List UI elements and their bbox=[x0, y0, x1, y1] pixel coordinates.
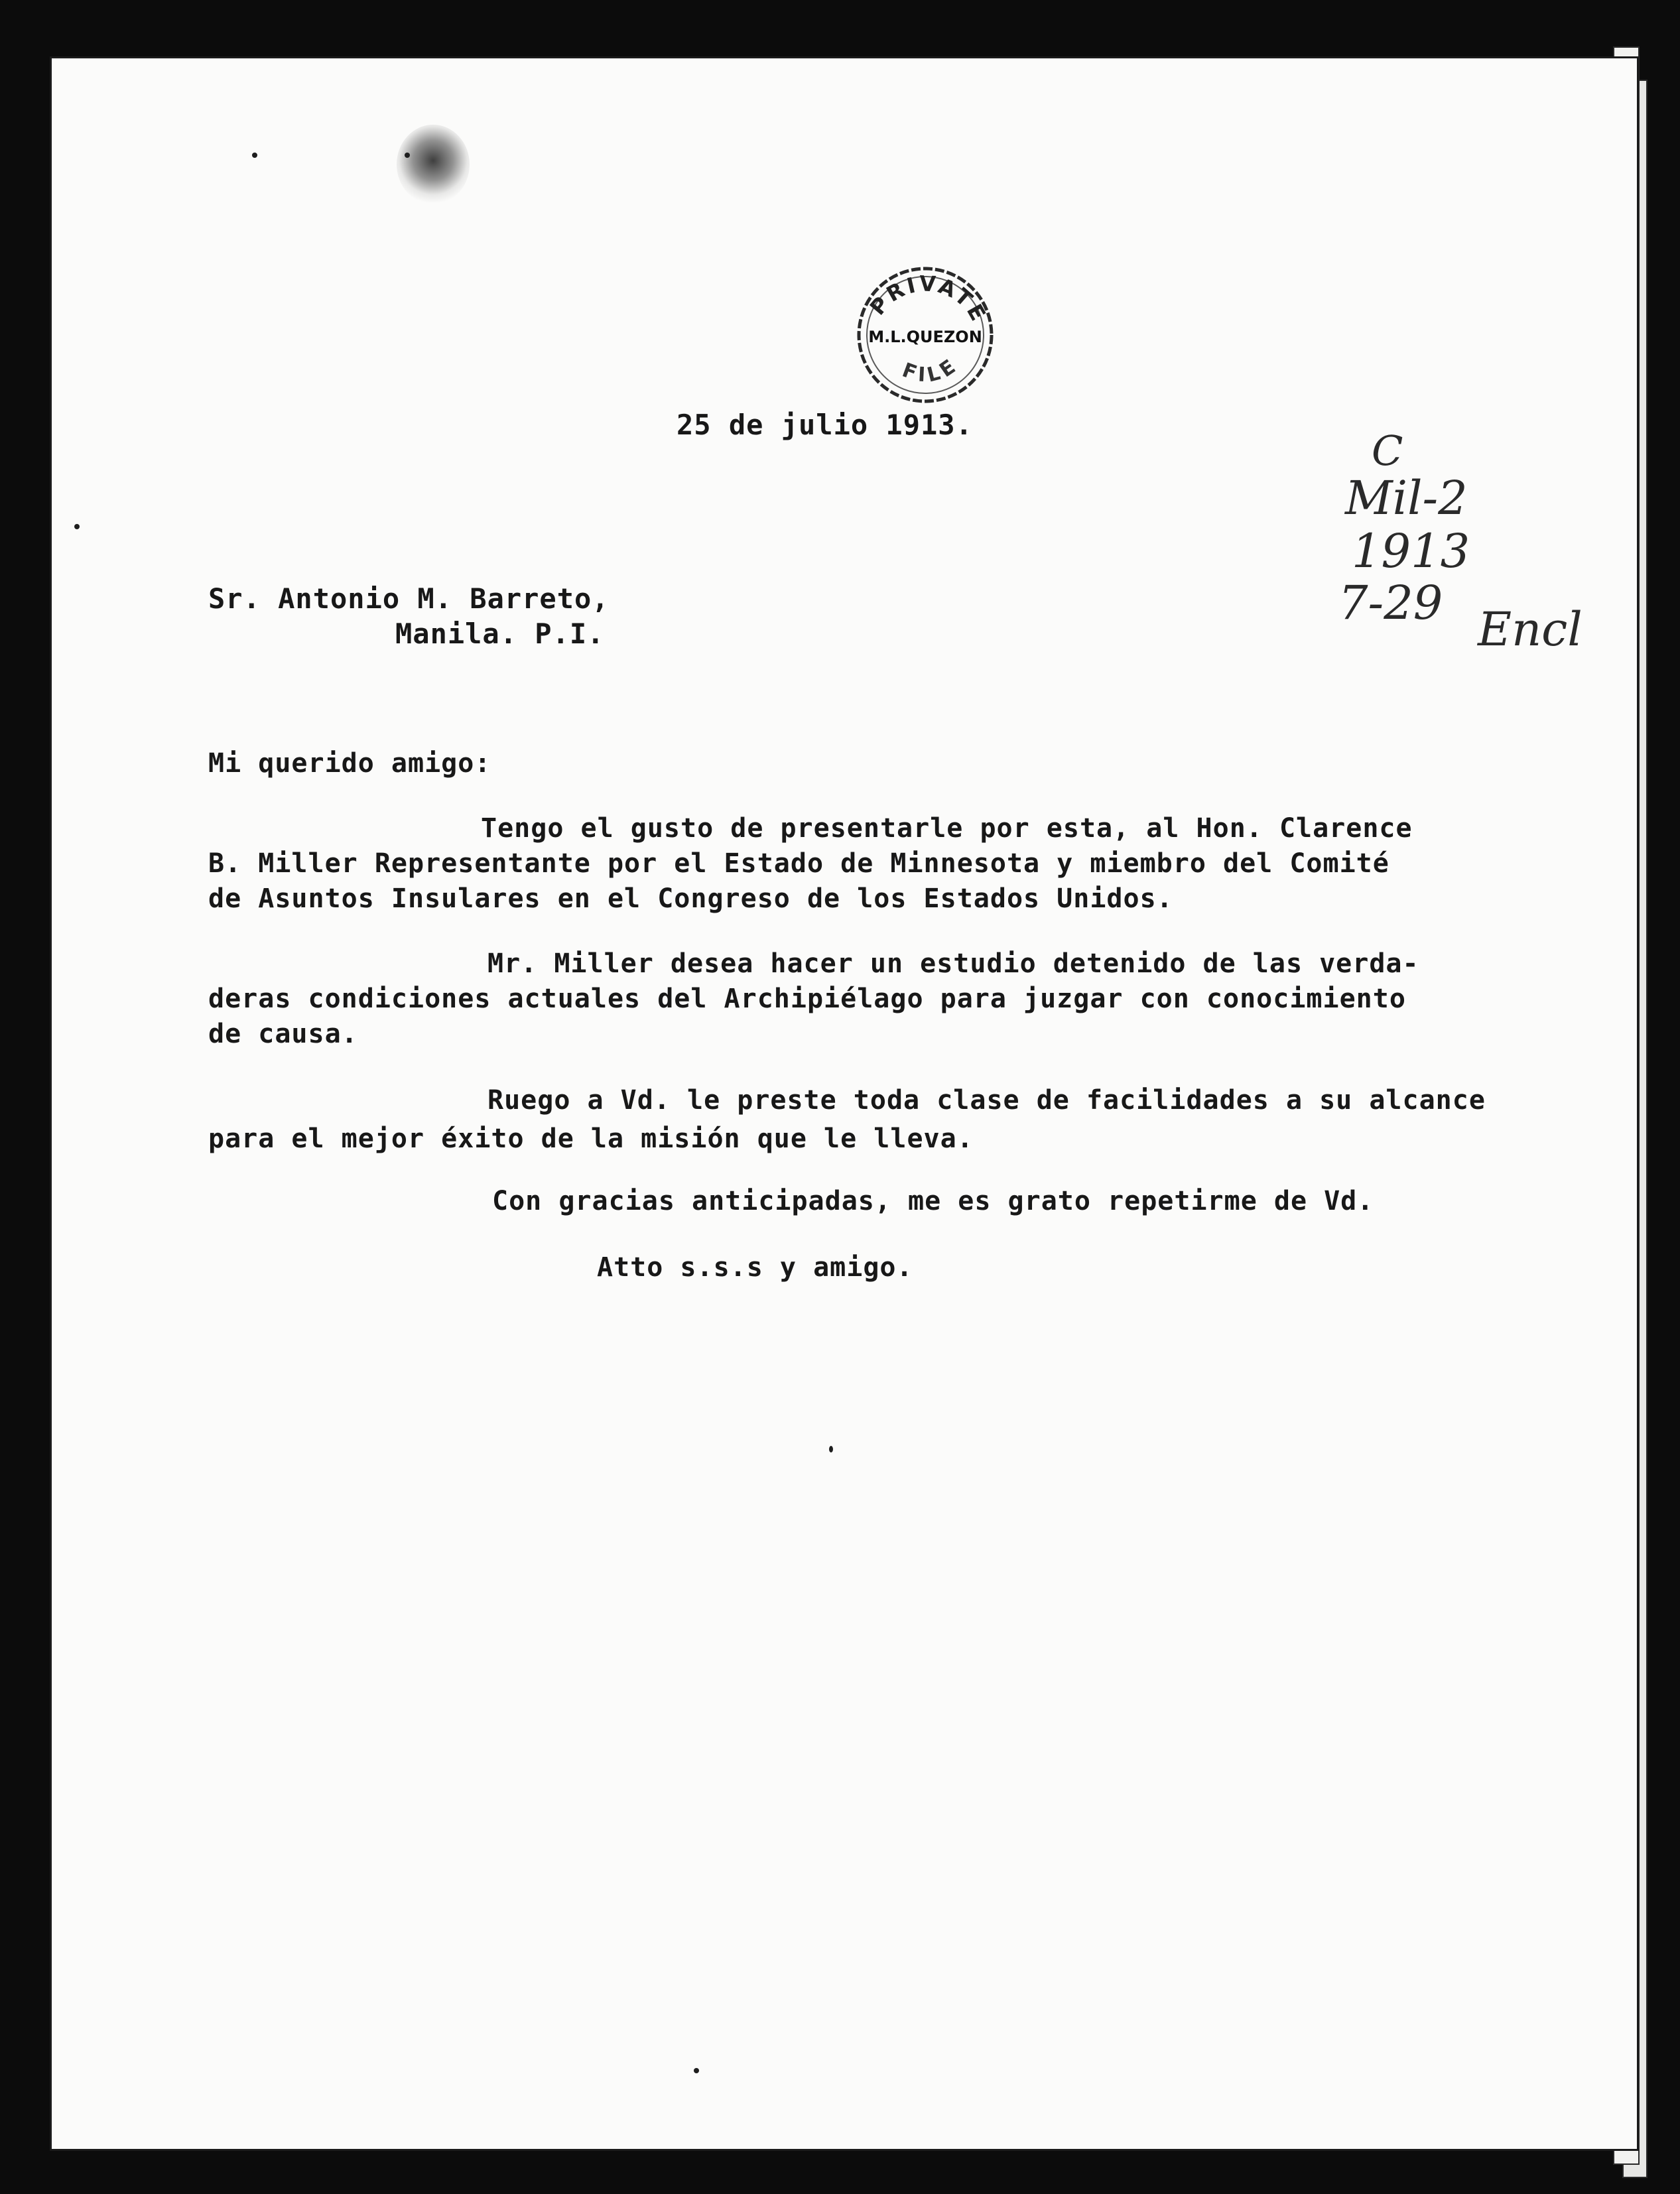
handwritten-annotation-line2: Mil-2 bbox=[1345, 471, 1468, 525]
paragraph1-line2: B. Miller Representante por el Estado de Minnesota y miembro del Comité bbox=[208, 848, 1389, 879]
recipient-city: Manila. P.I. bbox=[395, 617, 605, 650]
paper-speck bbox=[252, 153, 257, 158]
paragraph1-line3: de Asuntos Insulares en el Congreso de los Estados Unidos. bbox=[208, 883, 1173, 914]
signoff-line: Atto s.s.s y amigo. bbox=[597, 1252, 913, 1283]
paragraph3-line1: Ruego a Vd. le preste toda clase de facilidades a su alcance bbox=[487, 1085, 1486, 1116]
handwritten-annotation-line1: C bbox=[1372, 426, 1403, 475]
paragraph2-line3: de causa. bbox=[208, 1019, 358, 1049]
paper-speck bbox=[694, 2068, 699, 2073]
stamp-bottom-text: FILE bbox=[899, 353, 963, 387]
ink-smudge bbox=[397, 125, 470, 204]
letter-page bbox=[52, 58, 1637, 2149]
private-file-stamp bbox=[854, 264, 997, 407]
stamp-top-text: PRIVATE bbox=[864, 271, 992, 328]
recipient-name: Sr. Antonio M. Barreto, bbox=[208, 582, 610, 615]
handwritten-annotation-line4: 7-29 bbox=[1338, 576, 1443, 630]
salutation: Mi querido amigo: bbox=[208, 748, 491, 779]
handwritten-annotation-line3: 1913 bbox=[1352, 524, 1470, 578]
paper-speck bbox=[829, 1446, 833, 1452]
handwritten-annotation-line5: Encl bbox=[1478, 602, 1583, 657]
stamp-center-text: M.L.QUEZON bbox=[868, 328, 982, 346]
paper-speck bbox=[74, 524, 80, 529]
paragraph3-line2: para el mejor éxito de la misión que le lleva. bbox=[208, 1124, 974, 1154]
svg-text:FILE bbox=[899, 353, 963, 387]
paragraph1-line1: Tengo el gusto de presentarle por esta, al Hon. Clarence bbox=[481, 813, 1413, 844]
paragraph2-line1: Mr. Miller desea hacer un estudio detenido de las verda- bbox=[487, 948, 1419, 979]
letter-date: 25 de julio 1913. bbox=[677, 409, 973, 441]
paragraph2-line2: deras condiciones actuales del Archipiélago para juzgar con conocimiento bbox=[208, 984, 1406, 1014]
closing-line: Con gracias anticipadas, me es grato repetirme de Vd. bbox=[492, 1186, 1374, 1216]
paper-speck bbox=[405, 153, 410, 158]
svg-text:PRIVATE bbox=[865, 271, 992, 327]
